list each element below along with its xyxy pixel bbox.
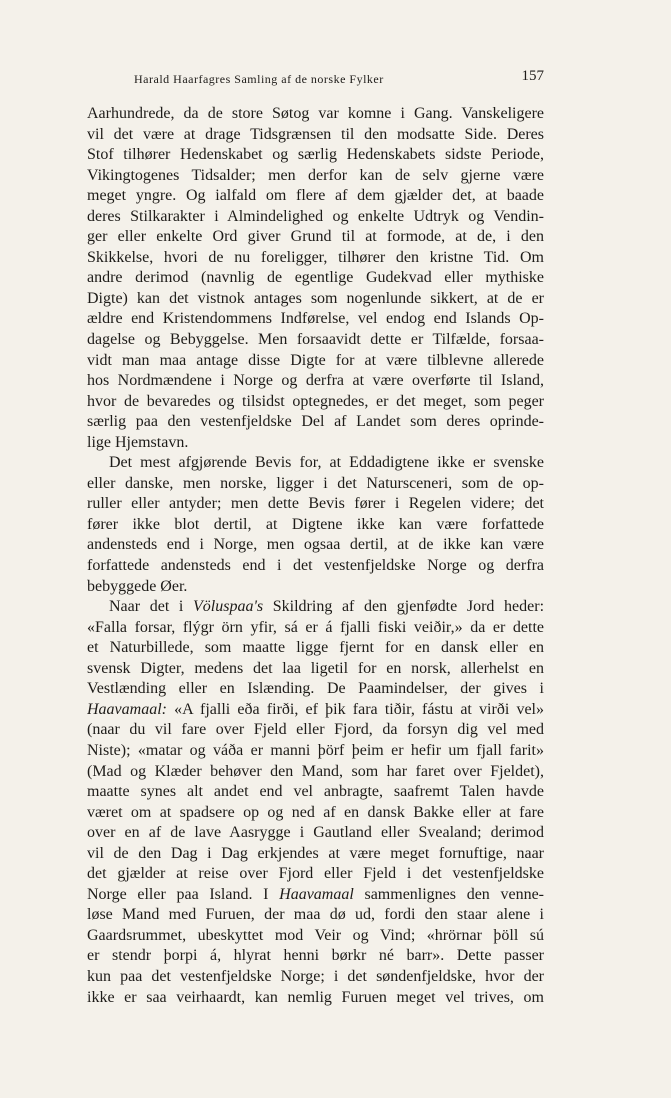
text-line: ikke er saa veirhaardt, kan nemlig Furuen meget vel trives, om <box>87 988 544 1006</box>
text-segment: Norge eller paa Island. I <box>87 885 280 903</box>
text-line: Vikingtogenes Tidsalder; men derfor kan de selv gjerne være <box>87 166 544 184</box>
text-line: Niste); «matar og váða er manni þörf þeim er hefir um fjall farit» <box>87 741 544 759</box>
text-line: Vestlænding eller en Islænding. De Paamindelser, der gives i <box>87 680 544 698</box>
text-line: forfattede andensteds end i det vestenfjeldske Norge og derfra <box>87 557 544 575</box>
text-line: andensteds end i Norge, men ogsaa dertil, at de ikke kan være <box>87 536 544 554</box>
text-segment: sammenlignes den venne- <box>353 885 544 903</box>
text-line: Digte) kan det vistnok antages som nogenlunde sikkert, at de er <box>87 289 544 307</box>
text-line: «Falla forsar, flýgr örn yfir, sá er á fjalli fiski veiðir,» da er dette <box>87 618 544 636</box>
text-line: et Naturbillede, som maatte ligge fjernt for en dansk eller en <box>87 639 544 657</box>
text-line: særlig paa den vestenfjeldske Del af Landet som deres oprinde- <box>87 413 544 431</box>
text-line: ældre end Kristendommens Indførelse, vel endog end Islands Op- <box>87 310 544 328</box>
text-line: vil det være at drage Tidsgrænsen til den modsatte Side. Deres <box>87 125 544 143</box>
text-line: Stof tilhører Hedenskabet og særlig Hedenskabets sidste Periode, <box>87 146 544 164</box>
text-line: deres Stilkarakter i Almindelighed og enkelte Udtryk og Vendin- <box>87 207 544 225</box>
text-line: hos Nordmændene i Norge og derfra at være overførte til Island, <box>87 372 544 390</box>
body-text <box>87 104 544 1008</box>
text-line: hvor de bevaredes og tilsidst optegnedes, er det meget, som peger <box>87 392 544 410</box>
text-line: (Mad og Klæder behøver den Mand, som har faret over Fjeldet), <box>87 762 544 780</box>
italic-title: Völuspaa's <box>193 598 264 616</box>
text-line: maatte synes alt andet end vel anbragte, saafremt Talen havde <box>87 783 544 801</box>
text-line: Det mest afgjørende Bevis for, at Eddadigtene ikke er svenske <box>109 454 544 472</box>
page-number: 157 <box>521 68 544 84</box>
text-line <box>87 700 544 721</box>
text-line: kun paa det vestenfjeldske Norge; i det søndenfjeldske, hvor der <box>87 967 544 985</box>
text-line: været om at spadsere op og ned af en dansk Bakke eller at fare <box>87 803 544 821</box>
text-line: bebyggede Øer. <box>87 577 188 595</box>
text-line: løse Mand med Furuen, der maa dø ud, fordi den staar alene i <box>87 906 544 924</box>
text-segment: «A fjalli eða firði, ef þik fara tiðir, fástu at virði vel» <box>166 700 544 718</box>
text-line: vidt man maa antage disse Digte for at være tilblevne allerede <box>87 351 544 369</box>
text-line: Gaardsrummet, ubeskyttet mod Veir og Vind; «hrörnar þöll sú <box>87 926 544 944</box>
text-line: vil de den Dag i Dag erkjendes at være meget fornuftige, naar <box>87 844 544 862</box>
text-line: er stendr þorpi á, hlyrat henni børkr né barr». Dette passer <box>87 947 544 965</box>
text-line: andre derimod (navnlig de egentlige Gudekvad eller mythiske <box>87 269 544 287</box>
text-line: det gjælder at reise over Fjord eller Fjeld i det vestenfjeldske <box>87 865 544 883</box>
running-title: Harald Haarfagres Samling af de norske Fylker <box>134 72 384 86</box>
text-line: over en af de lave Aasrygge i Gautland eller Svealand; derimod <box>87 824 544 842</box>
italic-title: Haavamaal: <box>87 700 167 718</box>
text-line: dagelse og Bebyggelse. Men forsaavidt dette er Tilfælde, forsaa- <box>87 331 544 349</box>
text-line: ger eller enkelte Ord giver Grund til at formode, at de, i den <box>87 228 544 246</box>
text-line: meget yngre. Og ialfald om flere af dem gjælder det, at baade <box>87 187 544 205</box>
text-line: fører ikke blot dertil, at Digtene ikke kan være forfattede <box>87 515 544 533</box>
text-line <box>87 885 544 906</box>
italic-title: Haavamaal <box>279 885 354 903</box>
text-line: ruller eller antyder; men dette Bevis fører i Regelen videre; det <box>87 495 544 513</box>
page-header <box>134 68 544 90</box>
text-line: lige Hjemstavn. <box>87 433 189 451</box>
text-segment: Skildring af den gjenfødte Jord heder: <box>263 598 544 616</box>
text-line: eller danske, men norske, ligger i det Natursceneri, som de op- <box>87 474 544 492</box>
text-line: Skikkelse, hvori de nu foreligger, tilhører den kristne Tid. Om <box>87 248 544 266</box>
text-line <box>87 597 544 618</box>
text-line: Aarhundrede, da de store Søtog var komne i Gang. Vanskeligere <box>87 105 544 122</box>
text-line: (naar du vil fare over Fjeld eller Fjord, da forsyn dig vel med <box>87 721 544 739</box>
text-line: svensk Digter, medens det laa ligetil for en norsk, allerhelst en <box>87 659 544 677</box>
text-segment: Naar det i <box>109 598 194 616</box>
